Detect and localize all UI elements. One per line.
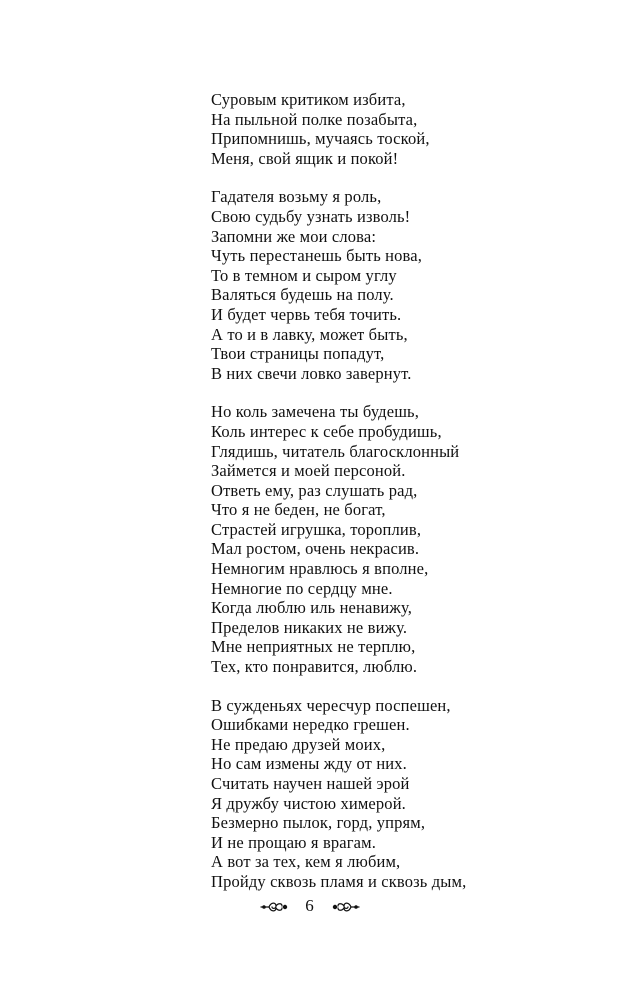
poem-line: В них свечи ловко завернут. [211,363,412,383]
stanza-1 [211,90,591,168]
poem-line: То в темном и сыром углу [211,265,397,285]
poem-line: На пыльной полке позабыта, [211,109,418,129]
poem-line: Запомни же мои слова: [211,226,377,246]
poem-line: Ответь ему, раз слушать рад, [211,480,418,500]
poem-line: Когда люблю иль ненавижу, [211,598,412,618]
poem-line: Ошибками нередко грешен. [211,715,410,735]
poem-line: Коль интерес к себе пробудишь, [211,421,442,441]
poem-line: Считать научен нашей эрой [211,774,410,793]
poem-line: Но сам измены жду от них. [211,754,407,774]
stanza-4 [211,696,591,892]
stanza-2 [211,187,591,383]
poem-line: И будет червь тебя точить. [211,304,402,324]
poem-line: Пределов никаких не вижу. [211,617,408,637]
stanza-3 [211,402,591,676]
poem-line: Чуть перестанешь быть нова, [211,246,423,266]
poem-line: Мне неприятных не терплю, [211,637,416,657]
poem-line: А то и в лавку, может быть, [211,324,408,344]
flourish-left-icon [260,899,288,913]
poem-line: Свою судьбу узнать изволь! [211,206,411,226]
poem-line: Не предаю друзей моих, [211,734,386,754]
poem-line: Суровым критиком избита, [211,90,406,109]
poem-line: Немногие по сердцу мне. [211,578,393,598]
poem-line: Займется и моей персоной. [211,461,406,481]
poem-text [211,90,591,911]
poem-line: Твои страницы попадут, [211,344,385,364]
poem-line: Но коль замечена ты будешь, [211,402,420,422]
poem-line: Я дружбу чистою химерой. [211,793,406,813]
poem-line: Страстей игрушка, тороплив, [211,519,422,539]
poem-line: Припомнишь, мучаясь тоской, [211,129,430,149]
poem-line: Глядишь, читатель благосклонный [211,441,460,461]
poem-line: Безмерно пылок, горд, упрям, [211,813,426,833]
poem-line: Немногим нравлюсь я вполне, [211,559,429,579]
poem-line: В сужденьях чересчур поспешен, [211,695,451,715]
poem-line: Тех, кто понравится, люблю. [211,657,418,677]
poem-line: Меня, свой ящик и покой! [211,148,399,168]
poem-line: Гадателя возьму я роль, [211,187,382,207]
poem-line: Пройду сквозь пламя и сквозь дым, [211,871,467,891]
poem-line: Что я не беден, не богат, [211,500,386,520]
poem-line: А вот за тех, кем я любим, [211,852,401,872]
poem-line: И не прощаю я врагам. [211,832,377,852]
poem-line: Мал ростом, очень некрасив. [211,539,420,559]
page-footer [0,896,619,916]
poem-line: Валяться будешь на полу. [211,285,394,305]
flourish-right-icon [332,899,360,913]
page-number: 6 [305,896,314,915]
